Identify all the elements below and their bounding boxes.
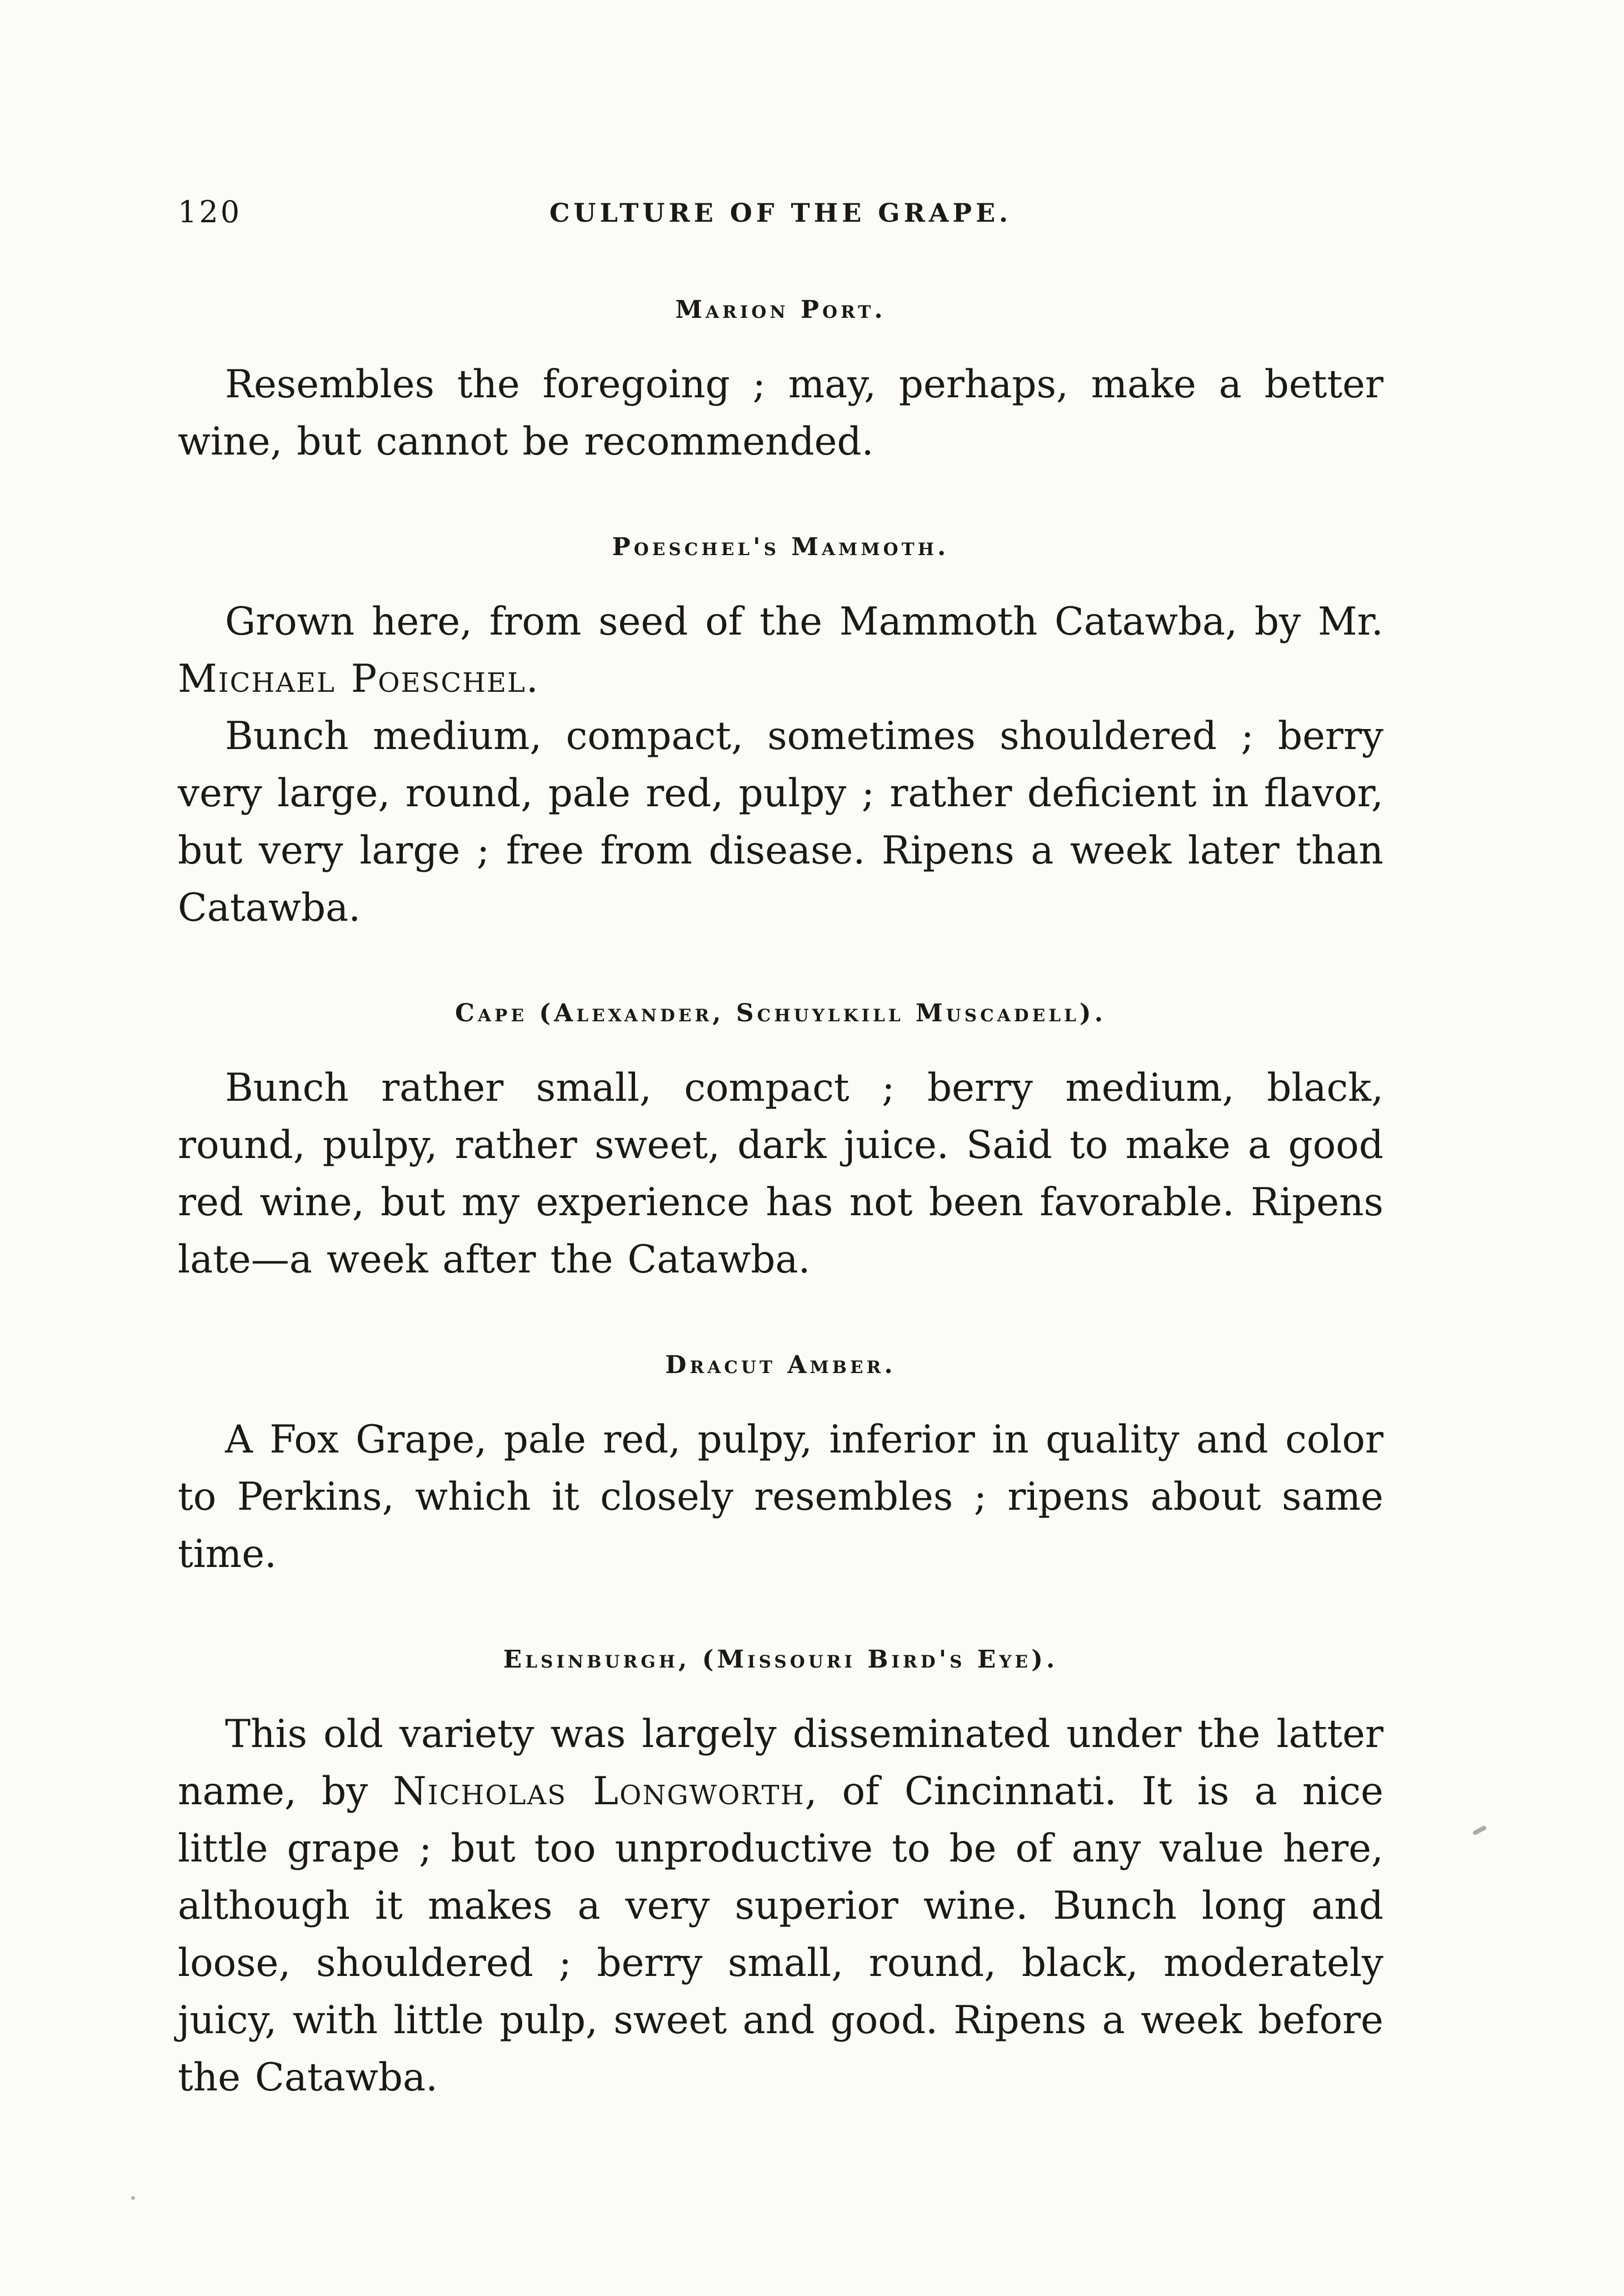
section-marion-port [178,296,1383,471]
paragraph-text: . [526,657,538,701]
section-heading: Dracut Amber. [665,1351,896,1379]
section-cape [178,999,1383,1289]
page-number: 120 [178,194,242,229]
section-elsinburgh [178,1645,1383,2107]
paragraph-text: Grown here, from seed of the Mammoth Catawba, by Mr. [225,600,1383,644]
paragraph [178,593,1383,708]
paragraph [178,1706,1383,2107]
section-heading: Elsinburgh, (Missouri Bird's Eye). [503,1645,1058,1674]
scan-speck [131,2196,135,2200]
section-dracut-amber [178,1351,1383,1583]
scan-artifact [1472,1825,1487,1835]
text-column [178,194,1383,2107]
section-heading: Marion Port. [675,296,886,324]
section-heading: Poeschel's Mammoth. [612,533,950,561]
running-header: CULTURE OF THE GRAPE. [549,198,1012,228]
paragraph: A Fox Grape, pale red, pulpy, inferior in quality and color to Perkins, which it closely resembles ; ripens about same time. [178,1417,1383,1576]
paragraph-text: , of Cincinnati. It is a nice little grape ; but too unproductive to be of any value here, although it makes a very superior wine. Bunch long and loose, shouldered ; berry small, round, black, moderately juicy, with little pulp, sweet and good. Ripens a week before the Catawba. [178,1769,1384,2100]
paragraph: Bunch medium, compact, sometimes shouldered ; berry very large, round, pale red, pulpy ; rather deficient in flavor, but very large ; free from disease. Ripens a week later than Catawba. [178,714,1383,930]
section-heading: Cape (Alexander, Schuylkill Muscadell). [454,999,1107,1027]
page-header [178,194,1383,233]
paragraph: Bunch rather small, compact ; berry medium, black, round, pulpy, rather sweet, dark juice. Said to make a good red wine, but my experience has not been favorable. Ripens late—a week after the Catawba. [178,1066,1383,1282]
section-poeschels-mammoth [178,533,1383,937]
person-name: Nicholas Longworth [393,1769,805,1814]
paragraph: Resembles the foregoing ; may, perhaps, make a better wine, but cannot be recommended. [178,362,1383,464]
person-name: Michael Poeschel [178,657,526,701]
paragraph-text: This old variety was largely disseminated under the latter name, by [178,1712,1383,1814]
